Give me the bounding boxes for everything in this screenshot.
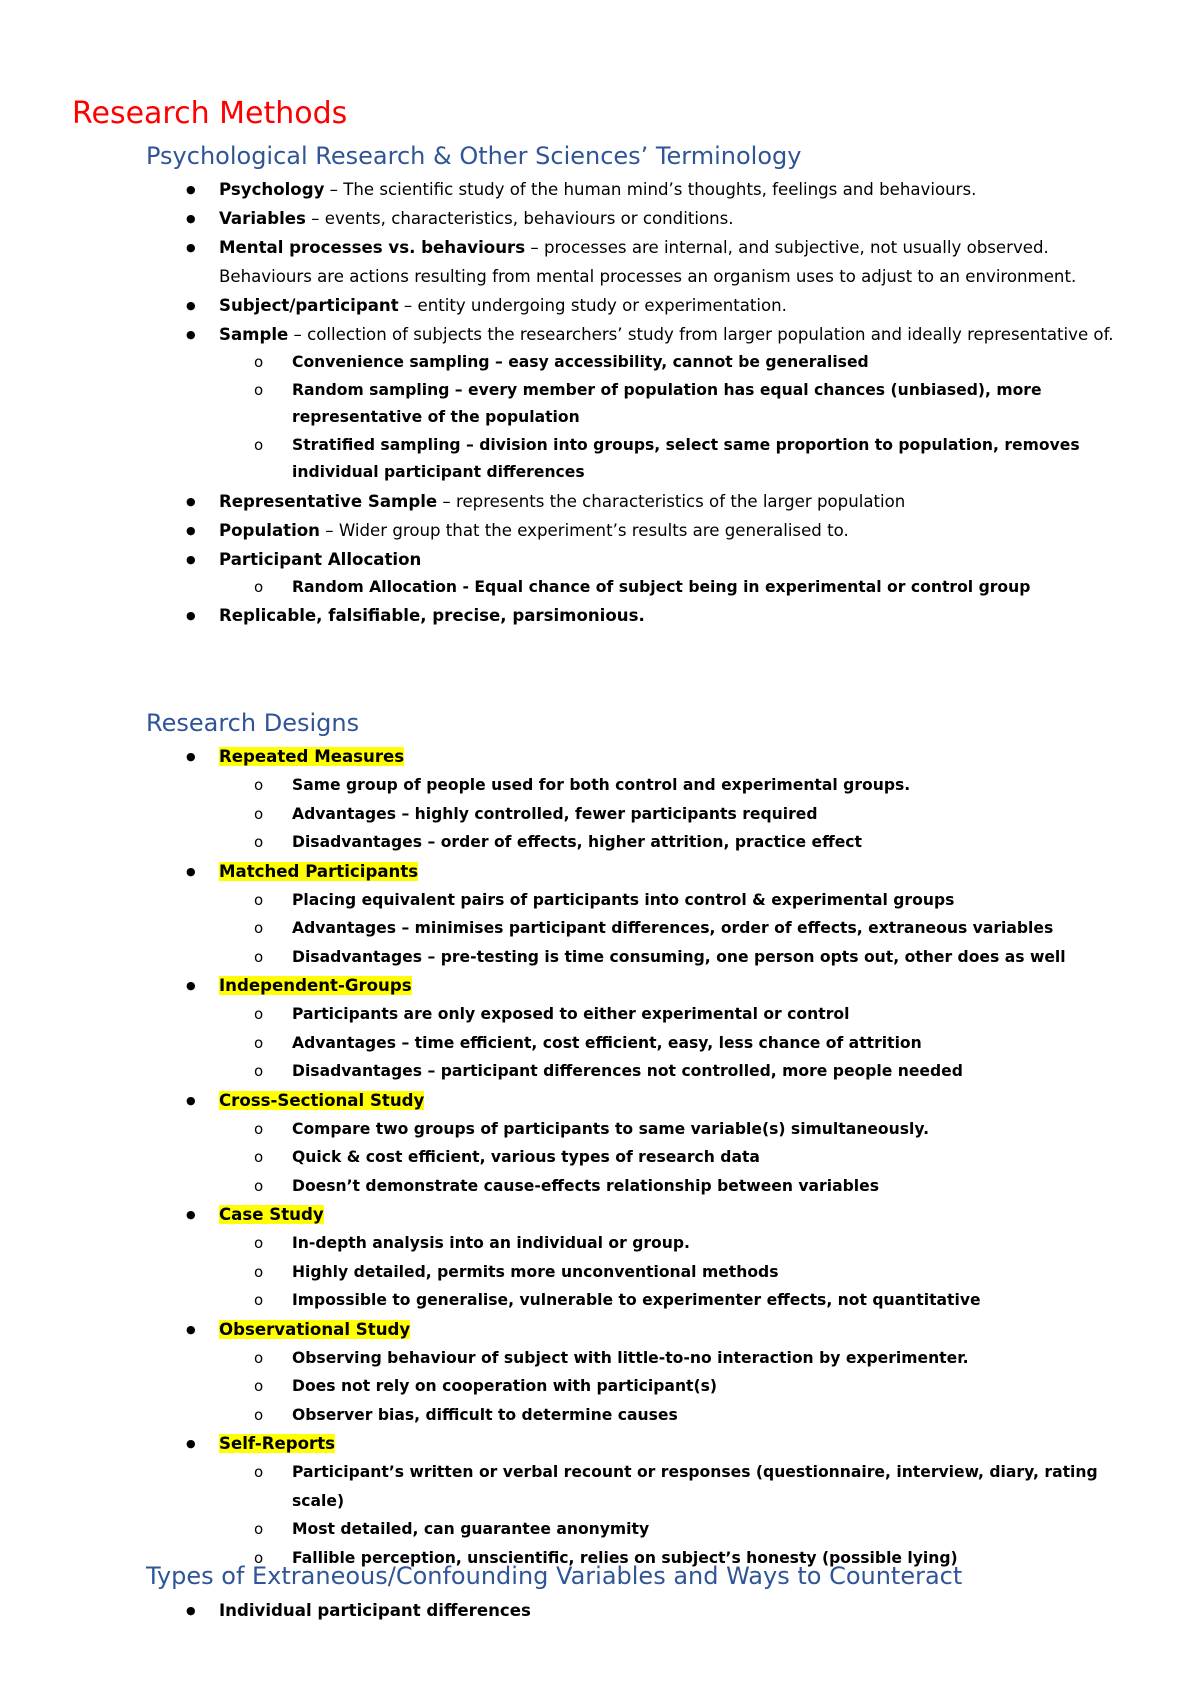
- sub-list-item: o Random sampling – every member of population has equal chances (unbiased), more representative of the population: [219, 377, 1146, 432]
- design-item-matched-participants: ● Matched Participants o Placing equivalent pairs of participants into control & experimental groups o Advantages – minimises participant differences, order of effects, extraneous variables o Disadvantages – pre-testing is time consuming, one person opts out, other does as well: [146, 857, 1146, 972]
- design-sublist: [219, 1458, 1146, 1572]
- list-item: ● Subject/participant – entity undergoing study or experimentation.: [146, 291, 1146, 320]
- terminology-list: [146, 175, 1146, 630]
- sub-list-item: o Advantages – highly controlled, fewer participants required: [219, 800, 1146, 829]
- design-sublist: [219, 771, 1146, 857]
- design-item-independent-groups: ● Independent-Groups o Participants are only exposed to either experimental or control o Advantages – time efficient, cost efficient, easy, less chance of attrition o Disadvantages – participant differences not controlled, more people needed: [146, 971, 1146, 1086]
- sub-list-item: o Observer bias, difficult to determine causes: [219, 1401, 1146, 1430]
- section-heading-extraneous-variables: Types of Extraneous/Confounding Variables and Ways to Counteract: [146, 1562, 963, 1590]
- allocation-sublist: [219, 574, 1146, 602]
- section-heading-terminology: Psychological Research & Other Sciences’ Terminology: [146, 142, 802, 170]
- sub-list-item: o Participant’s written or verbal recount or responses (questionnaire, interview, diary, rating scale): [219, 1458, 1146, 1515]
- design-sublist: [219, 1000, 1146, 1086]
- design-item-repeated-measures: ● Repeated Measures o Same group of people used for both control and experimental groups. o Advantages – highly controlled, fewer participants required o Disadvantages – order of effects, higher attrition, practice effect: [146, 742, 1146, 857]
- sub-list-item: o Most detailed, can guarantee anonymity: [219, 1515, 1146, 1544]
- design-sublist: [219, 886, 1146, 972]
- sub-list-item: o Highly detailed, permits more unconventional methods: [219, 1258, 1146, 1287]
- sub-list-item: o Disadvantages – order of effects, higher attrition, practice effect: [219, 828, 1146, 857]
- extraneous-variables-list: [146, 1596, 1146, 1625]
- list-item: ● Individual participant differences: [146, 1596, 1146, 1625]
- list-item: ● Representative Sample – represents the characteristics of the larger population: [146, 487, 1146, 516]
- design-item-observational: ● Observational Study o Observing behaviour of subject with little-to-no interaction by experimenter. o Does not rely on cooperation with participant(s) o Observer bias, difficult to determine causes: [146, 1315, 1146, 1430]
- design-sublist: [219, 1344, 1146, 1430]
- design-sublist: [219, 1229, 1146, 1315]
- section-heading-research-designs: Research Designs: [146, 709, 360, 737]
- list-item: ● Mental processes vs. behaviours – processes are internal, and subjective, not usually observed. Behaviours are actions resulting from mental processes an organism uses to adjust to an environment.: [146, 233, 1146, 291]
- sub-list-item: o Does not rely on cooperation with participant(s): [219, 1372, 1146, 1401]
- sub-list-item: o Doesn’t demonstrate cause-effects relationship between variables: [219, 1172, 1146, 1201]
- design-sublist: [219, 1115, 1146, 1201]
- sub-list-item: o Observing behaviour of subject with little-to-no interaction by experimenter.: [219, 1344, 1146, 1373]
- list-item: ● Population – Wider group that the experiment’s results are generalised to.: [146, 516, 1146, 545]
- sub-list-item: o Same group of people used for both control and experimental groups.: [219, 771, 1146, 800]
- design-item-self-reports: ● Self-Reports o Participant’s written or verbal recount or responses (questionnaire, interview, diary, rating scale) o Most detailed, can guarantee anonymity o Fallible perception, unscientific, relies on subject’s honesty (possible lying): [146, 1429, 1146, 1572]
- sub-list-item: o Quick & cost efficient, various types of research data: [219, 1143, 1146, 1172]
- sub-list-item: o Placing equivalent pairs of participants into control & experimental groups: [219, 886, 1146, 915]
- sub-list-item: o Participants are only exposed to either experimental or control: [219, 1000, 1146, 1029]
- list-item: ● Participant Allocation o Random Allocation - Equal chance of subject being in experimental or control group: [146, 545, 1146, 602]
- sub-list-item: o Impossible to generalise, vulnerable to experimenter effects, not quantitative: [219, 1286, 1146, 1315]
- sub-list-item: o Advantages – time efficient, cost efficient, easy, less chance of attrition: [219, 1029, 1146, 1058]
- sub-list-item: o Disadvantages – participant differences not controlled, more people needed: [219, 1057, 1146, 1086]
- sub-list-item: o Fallible perception, unscientific, relies on subject’s honesty (possible lying): [219, 1544, 1146, 1573]
- research-designs-list: [146, 742, 1146, 1572]
- design-item-case-study: ● Case Study o In-depth analysis into an individual or group. o Highly detailed, permits more unconventional methods o Impossible to generalise, vulnerable to experimenter effects, not quantitative: [146, 1200, 1146, 1315]
- sub-list-item: o In-depth analysis into an individual or group.: [219, 1229, 1146, 1258]
- list-item: ● Sample – collection of subjects the researchers’ study from larger population and ideally representative of. o Convenience sampling – easy accessibility, cannot be generalised o Random sampling – every member of population has equal chances (unbiased), more representative of the population o Stratified sampling – division into groups, select same proportion to population, removes individual participant differences: [146, 320, 1146, 487]
- sampling-sublist: [219, 349, 1146, 487]
- list-item: ● Replicable, falsifiable, precise, parsimonious.: [146, 601, 1146, 630]
- sub-list-item: o Compare two groups of participants to same variable(s) simultaneously.: [219, 1115, 1146, 1144]
- document-title: Research Methods: [72, 96, 348, 131]
- sub-list-item: o Disadvantages – pre-testing is time consuming, one person opts out, other does as well: [219, 943, 1146, 972]
- sub-list-item: o Advantages – minimises participant differences, order of effects, extraneous variables: [219, 914, 1146, 943]
- list-item: ● Variables – events, characteristics, behaviours or conditions.: [146, 204, 1146, 233]
- design-item-cross-sectional: ● Cross-Sectional Study o Compare two groups of participants to same variable(s) simultaneously. o Quick & cost efficient, various types of research data o Doesn’t demonstrate cause-effects relationship between variables: [146, 1086, 1146, 1201]
- sub-list-item: o Stratified sampling – division into groups, select same proportion to population, removes individual participant differences: [219, 432, 1146, 487]
- sub-list-item: o Convenience sampling – easy accessibility, cannot be generalised: [219, 349, 1146, 377]
- sub-list-item: o Random Allocation - Equal chance of subject being in experimental or control group: [219, 574, 1146, 602]
- list-item: ● Psychology – The scientific study of the human mind’s thoughts, feelings and behaviours.: [146, 175, 1146, 204]
